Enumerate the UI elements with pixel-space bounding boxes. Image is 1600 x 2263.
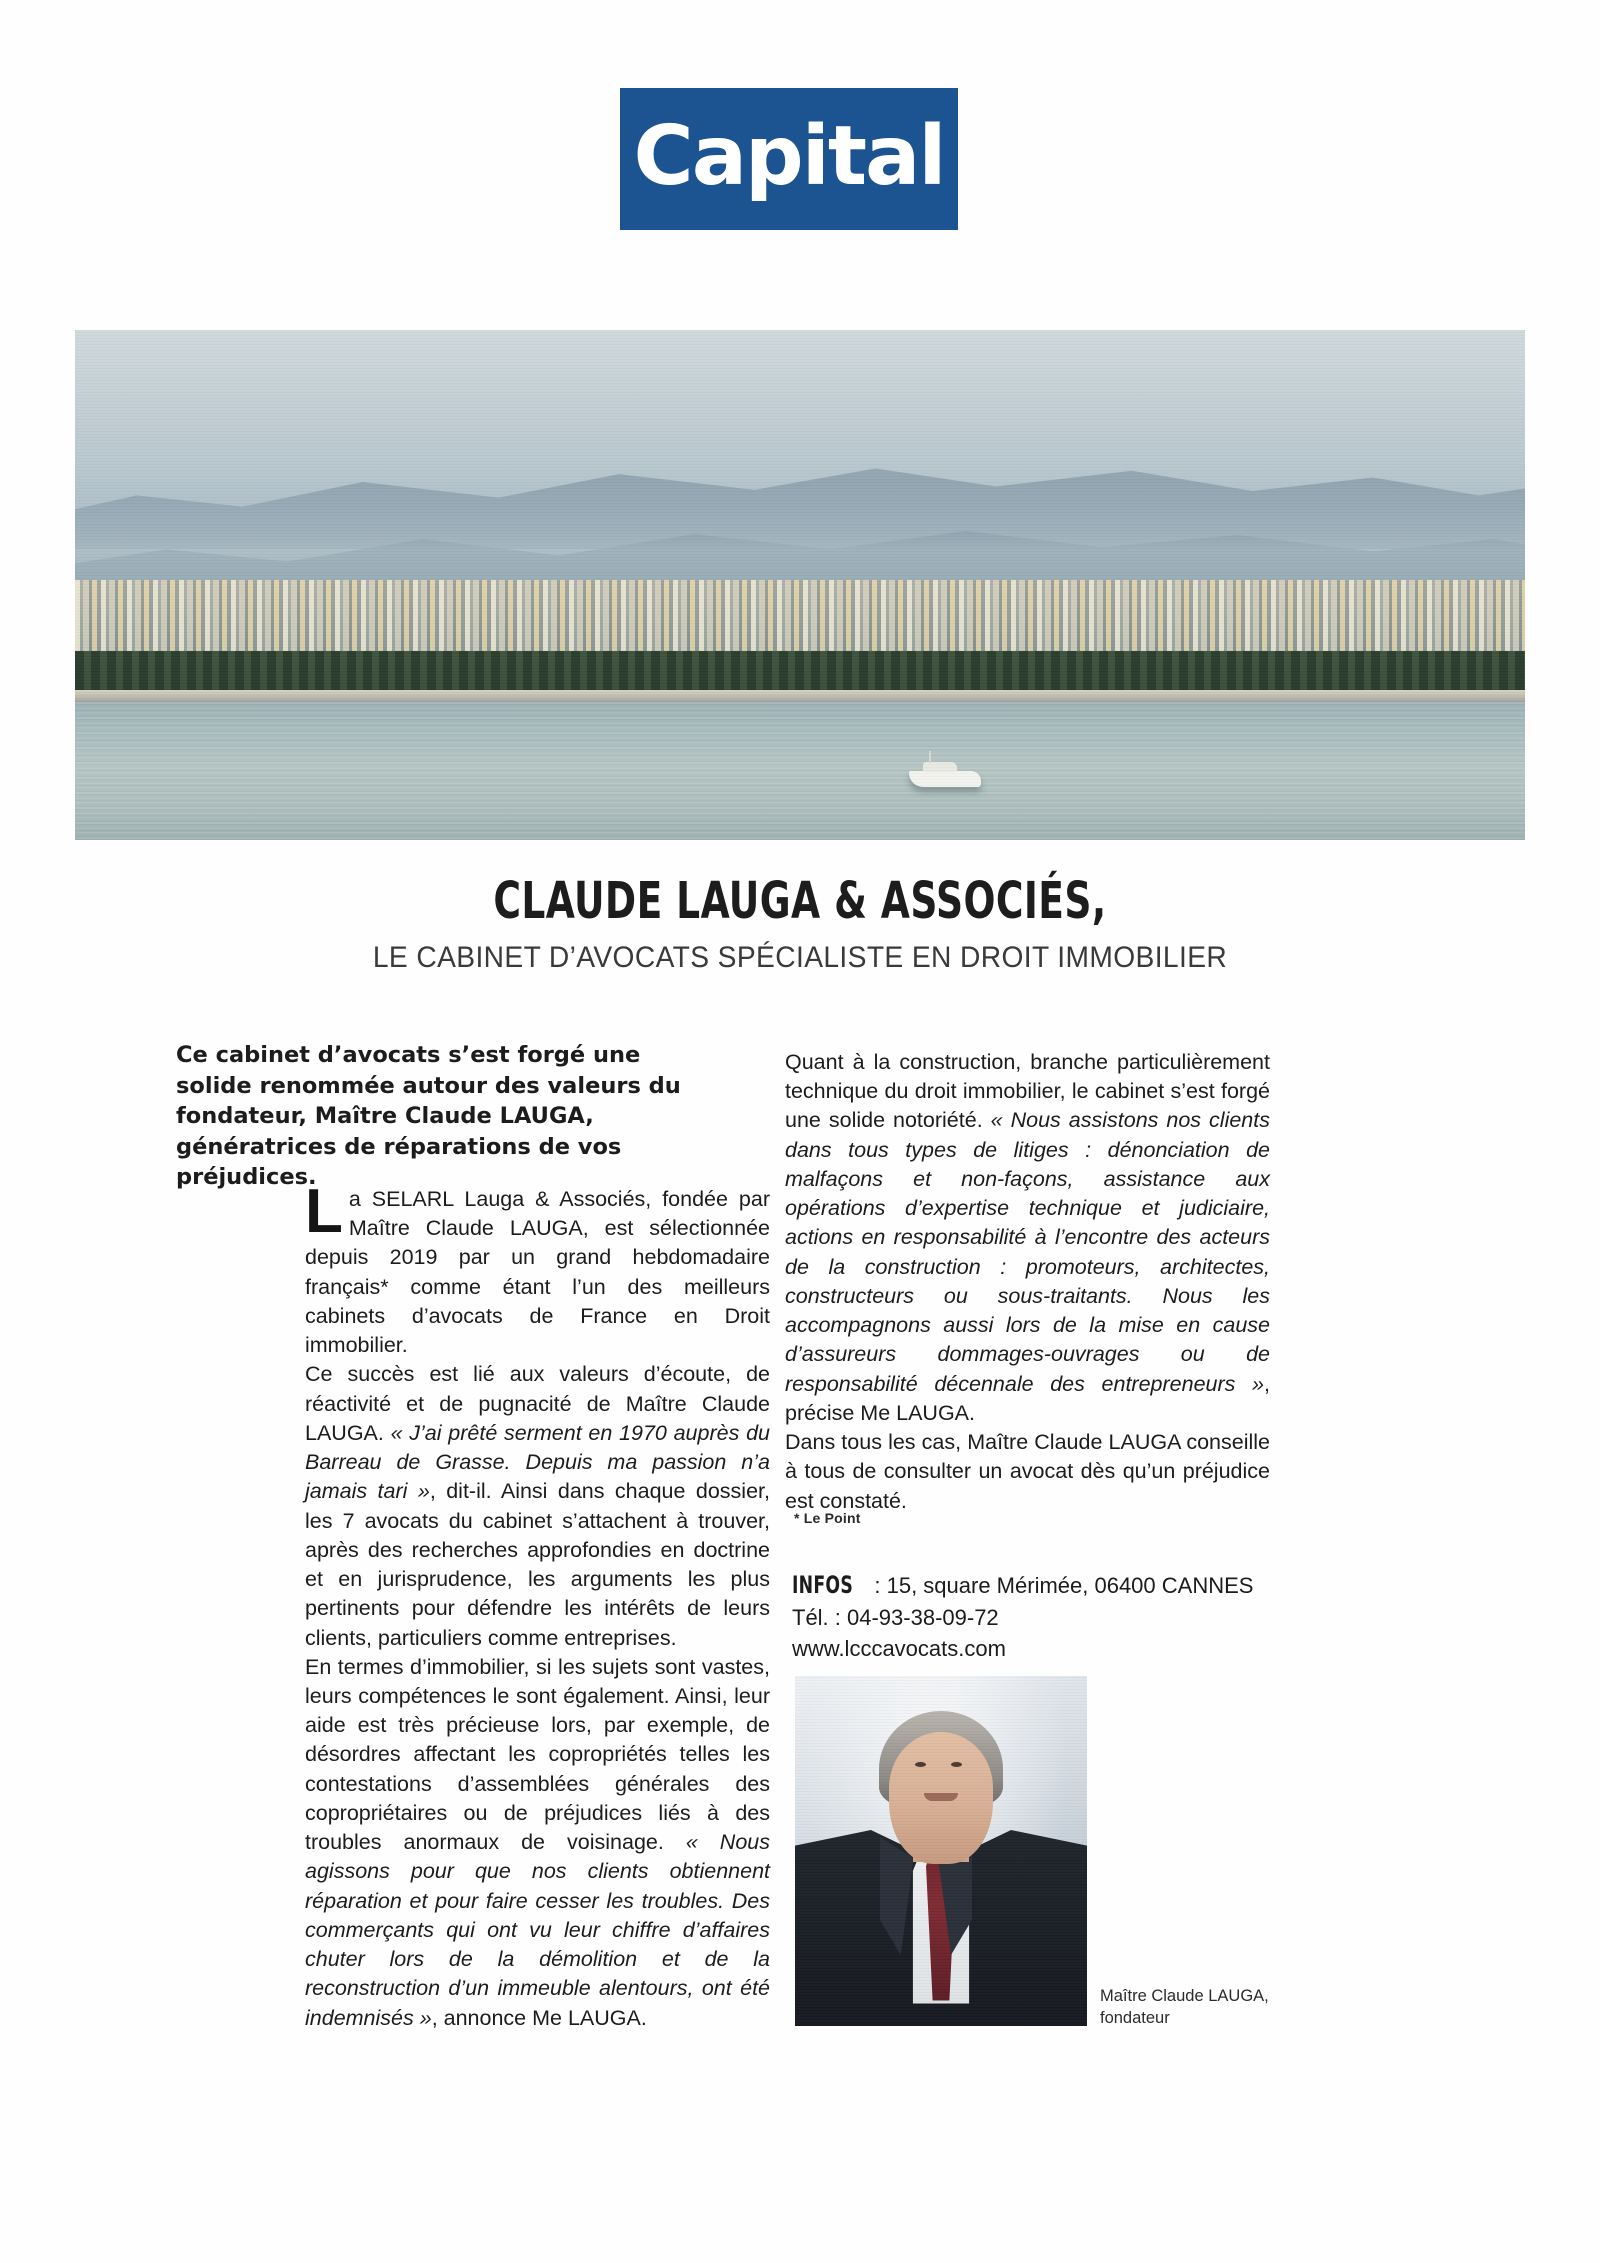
paragraph-4-quote: « Nous assistons nos clients dans tous types de litiges : dénonciation de malfaçons et non-façons, assistance aux opérations d’expertise technique et judiciaire, actions en responsabilité à l’encontre des acteurs de la construction : promoteurs, architectes, constructeurs ou sous-traitants. Nous les accompagnons aussi lors de la mise en cause d’assureurs dommages-ouvrages ou de responsabilité décennale des entrepreneurs »: [785, 1108, 1270, 1396]
paragraph-2-text-b: , dit-il. Ainsi dans chaque dossier, les 7 avocats du cabinet s’attachent à trouver, après des recherches approfondies en doctrine et en jurisprudence, les arguments les plus pertinents pour défendre les intérêts de leurs clients, particuliers comme entreprises.: [305, 1479, 770, 1650]
body-column-right: [785, 1048, 1270, 1516]
drop-cap: L: [305, 1177, 343, 1246]
paragraph-3-text-b: , annonce Me LAUGA.: [431, 2005, 647, 2030]
portrait-print-grain: [795, 1676, 1087, 2026]
photo-yacht: [909, 771, 981, 787]
portrait-caption: [1100, 1985, 1350, 2029]
infos-address-text: : 15, square Mérimée, 06400 CANNES: [868, 1573, 1254, 1598]
paragraph-1-text: a SELARL Lauga & Associés, fondée par Maître Claude LAUGA, est sélectionnée depuis 2019 par un grand hebdomadaire français* comme étant l’un des meilleurs cabinets d’avocats de France en Droit immobilier.: [305, 1187, 770, 1358]
paragraph-3-text-a: En termes d’immobilier, si les sujets sont vastes, leurs compétences le sont également. Ainsi, leur aide est très précieuse lors, par exemple, de désordres affectant les copropriétés telles les contestations d’assemblées générales des copropriétaires ou de préjudices liés à des troubles anormaux de voisinage.: [305, 1654, 770, 1855]
paragraph-4: [785, 1048, 1270, 1428]
page-title: CLAUDE LAUGA & ASSOCIÉS,: [493, 872, 1107, 931]
article-headline-block: [0, 872, 1600, 975]
footnote-source: * Le Point: [794, 1510, 861, 1526]
paragraph-3-quote: « Nous agissons pour que nos clients obtiennent réparation et pour faire cesser les troubles. Des commerçants qui ont vu leur chiffre d’affaires chuter lors de la démolition et de la reconstruction d’un immeuble alentours, ont été indemnisés »: [305, 1830, 770, 2030]
infos-label: INFOS: [792, 1571, 854, 1599]
capital-masthead-logo: [620, 88, 958, 230]
paragraph-3: [305, 1653, 770, 2033]
body-column-left: [305, 1177, 770, 2033]
paragraph-4-text-a: Quant à la construction, branche particulièrement technique du droit immobilier, le cabinet s’est forgé une solide notoriété.: [785, 1050, 1270, 1133]
photo-sea: [75, 702, 1525, 840]
paragraph-2-text-a: Ce succès est lié aux valeurs d’écoute, de réactivité et de pugnacité de Maître Claude LAUGA.: [305, 1362, 770, 1445]
page-subtitle: LE CABINET D’AVOCATS SPÉCIALISTE EN DROIT IMMOBILIER: [372, 940, 1228, 974]
infos-address-line: [792, 1568, 1262, 1602]
masthead-brand-text: Capital: [633, 109, 945, 204]
paragraph-4-text-b: , précise Me LAUGA.: [785, 1371, 1270, 1425]
founder-portrait-photo: [795, 1676, 1087, 2026]
portrait-caption-role: fondateur: [1100, 2009, 1170, 2028]
photo-palm-treeline: [75, 651, 1525, 692]
cannes-bay-panorama-photo: [75, 330, 1525, 840]
paragraph-2: [305, 1360, 770, 1652]
paragraph-5: Dans tous les cas, Maître Claude LAUGA conseille à tous de consulter un avocat dès qu’un préjudice est constaté.: [785, 1430, 1270, 1513]
infos-website-link[interactable]: www.lcccavocats.com: [792, 1636, 1006, 1662]
headline-title-row: [0, 872, 1600, 931]
paragraph-2-quote: « J’ai prêté serment en 1970 auprès du Barreau de Grasse. Depuis ma passion n’a jamais tari »: [305, 1420, 770, 1504]
portrait-caption-name: Maître Claude LAUGA,: [1100, 1987, 1269, 2005]
paragraph-1: [305, 1177, 770, 1360]
lead-paragraph: Ce cabinet d’avocats s’est forgé une solide renommée autour des valeurs du fondateur, Maître Claude LAUGA, génératrices de réparations de vos préjudices.: [176, 1042, 681, 1191]
infos-phone[interactable]: Tél. : 04-93-38-09-72: [792, 1605, 999, 1631]
contact-infos-block: [792, 1568, 1262, 1665]
